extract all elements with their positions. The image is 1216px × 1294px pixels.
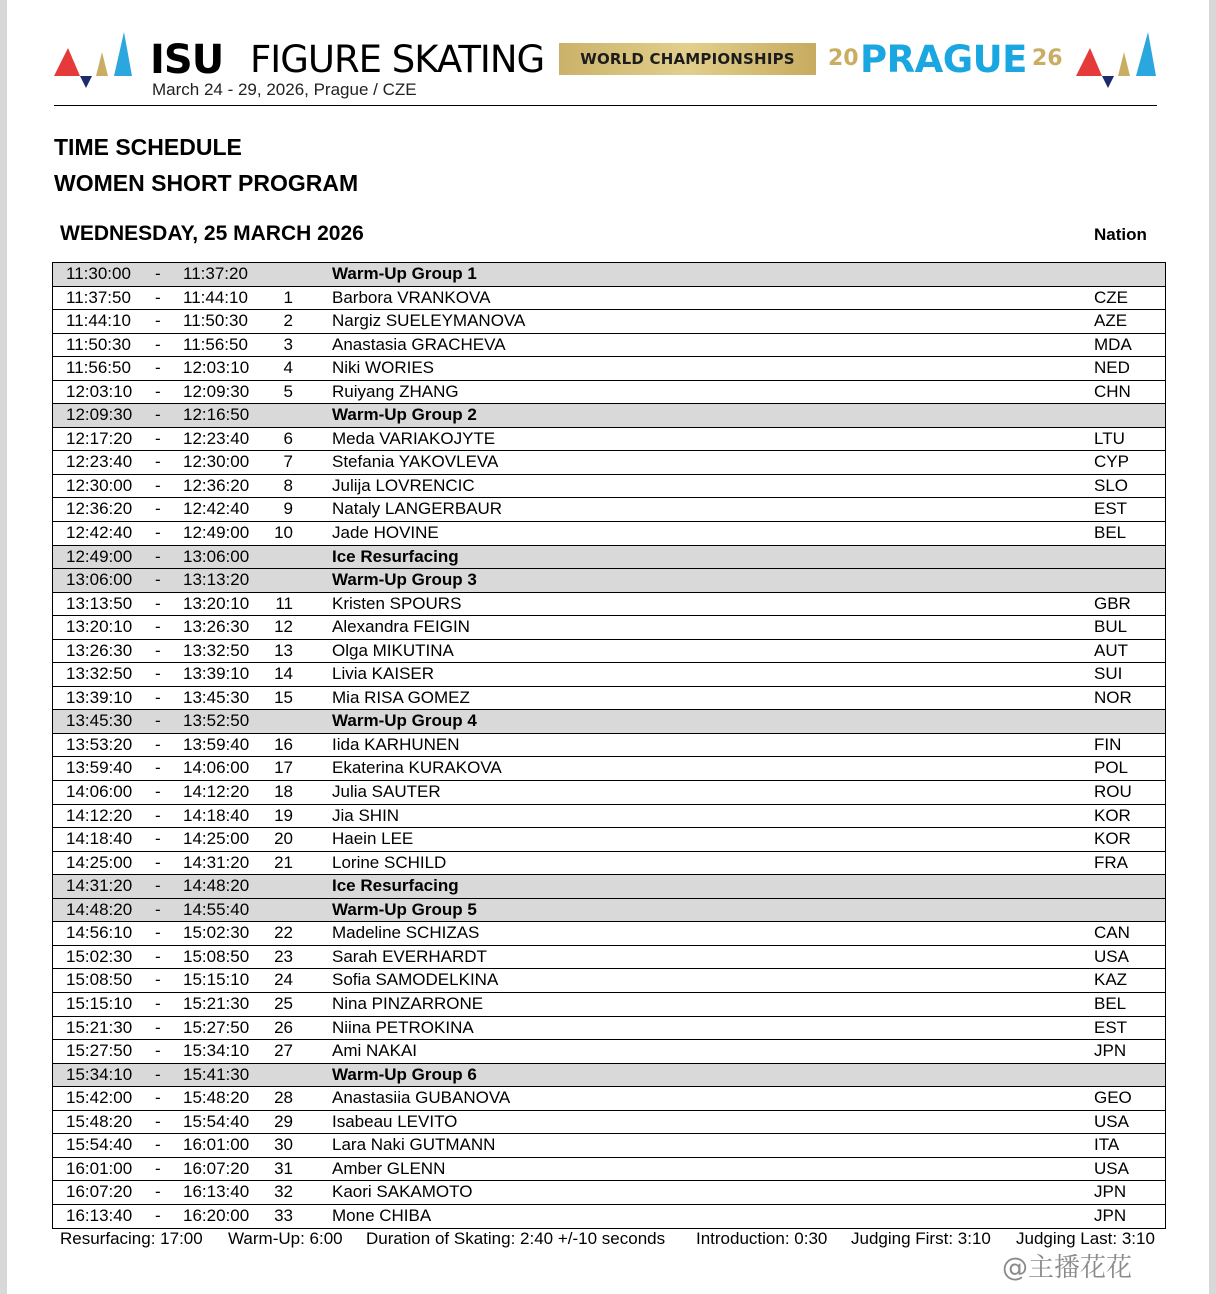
nation-code: KOR — [1094, 829, 1131, 849]
start-time: 14:56:10 — [66, 923, 133, 943]
end-time: 16:20:00 — [183, 1205, 250, 1225]
start-time: 15:48:20 — [66, 1111, 133, 1131]
nation-code: SUI — [1094, 664, 1123, 684]
time-separator: - — [155, 640, 161, 660]
skater-name: Livia KAISER — [332, 664, 435, 684]
time-separator: - — [155, 829, 161, 849]
nation-code: JPN — [1094, 1205, 1127, 1225]
start-number: 5 — [283, 381, 293, 401]
time-separator: - — [155, 899, 161, 919]
schedule-row — [53, 734, 1165, 758]
time-separator: - — [155, 876, 161, 896]
start-time: 12:23:40 — [66, 452, 133, 472]
nation-code: ROU — [1094, 782, 1132, 802]
start-number: 27 — [274, 1041, 293, 1061]
start-time: 13:20:10 — [66, 617, 133, 637]
schedule-row — [53, 946, 1165, 970]
time-separator: - — [155, 687, 161, 707]
time-separator: - — [155, 1158, 161, 1178]
skater-name: Warm-Up Group 3 — [332, 570, 477, 590]
start-number: 24 — [274, 970, 293, 990]
world-championships-label: WORLD CHAMPIONSHIPS — [580, 50, 795, 68]
time-separator: - — [155, 311, 161, 331]
nation-code: FRA — [1094, 852, 1128, 872]
start-time: 15:27:50 — [66, 1041, 133, 1061]
end-time: 13:45:30 — [183, 687, 250, 707]
start-time: 12:42:40 — [66, 523, 133, 543]
start-number: 22 — [274, 923, 293, 943]
end-time: 15:27:50 — [183, 1017, 250, 1037]
nation-code: KOR — [1094, 805, 1131, 825]
start-time: 15:15:10 — [66, 993, 133, 1013]
time-separator: - — [155, 428, 161, 448]
schedule-row — [53, 593, 1165, 617]
end-time: 12:49:00 — [183, 523, 250, 543]
schedule-row — [53, 357, 1165, 381]
start-number: 21 — [274, 852, 293, 872]
page-edge-left — [0, 0, 7, 1294]
time-separator: - — [155, 1135, 161, 1155]
schedule-table — [52, 262, 1166, 1229]
start-time: 15:54:40 — [66, 1135, 133, 1155]
start-number: 19 — [274, 805, 293, 825]
time-separator: - — [155, 452, 161, 472]
schedule-row — [53, 663, 1165, 687]
skater-name: Warm-Up Group 5 — [332, 899, 477, 919]
skater-name: Niina PETROKINA — [332, 1017, 474, 1037]
nation-code: BEL — [1094, 523, 1127, 543]
start-time: 12:30:00 — [66, 475, 133, 495]
footer-judging-last: Judging Last: 3:10 — [1016, 1229, 1155, 1248]
end-time: 13:39:10 — [183, 664, 250, 684]
start-number: 30 — [274, 1135, 293, 1155]
skater-name: Madeline SCHIZAS — [332, 923, 480, 943]
nation-code: GBR — [1094, 593, 1131, 613]
schedule-row — [53, 287, 1165, 311]
nation-code: LTU — [1094, 428, 1125, 448]
start-number: 8 — [283, 475, 293, 495]
schedule-row — [53, 993, 1165, 1017]
end-time: 13:32:50 — [183, 640, 250, 660]
skater-name: Ice Resurfacing — [332, 876, 459, 896]
schedule-break-row — [53, 404, 1165, 428]
time-separator: - — [155, 805, 161, 825]
skater-name: Warm-Up Group 6 — [332, 1064, 477, 1084]
nation-code: JPN — [1094, 1041, 1127, 1061]
time-separator: - — [155, 617, 161, 637]
start-number: 28 — [274, 1088, 293, 1108]
header-divider — [54, 105, 1157, 106]
start-number: 33 — [274, 1205, 293, 1225]
time-separator: - — [155, 758, 161, 778]
end-time: 15:08:50 — [183, 946, 250, 966]
schedule-row — [53, 522, 1165, 546]
time-separator: - — [155, 1064, 161, 1084]
time-separator: - — [155, 264, 161, 283]
schedule-row — [53, 969, 1165, 993]
schedule-row — [53, 428, 1165, 452]
time-separator: - — [155, 782, 161, 802]
nation-code: GEO — [1094, 1088, 1132, 1108]
end-time: 12:42:40 — [183, 499, 250, 519]
time-separator: - — [155, 1111, 161, 1131]
start-number: 20 — [274, 829, 293, 849]
schedule-break-row — [53, 875, 1165, 899]
start-time: 16:13:40 — [66, 1205, 133, 1225]
start-number: 4 — [283, 358, 293, 378]
footer-introduction: Introduction: 0:30 — [696, 1229, 828, 1248]
time-separator: - — [155, 711, 161, 731]
schedule-break-row — [53, 1064, 1165, 1088]
time-separator: - — [155, 946, 161, 966]
end-time: 16:13:40 — [183, 1182, 250, 1202]
schedule-row — [53, 451, 1165, 475]
skater-name: Meda VARIAKOJYTE — [332, 428, 496, 448]
start-number: 9 — [283, 499, 293, 519]
start-time: 12:09:30 — [66, 405, 133, 425]
skater-name: Kristen SPOURS — [332, 593, 462, 613]
nation-code: JPN — [1094, 1182, 1127, 1202]
start-number: 31 — [274, 1158, 293, 1178]
skater-name: Mia RISA GOMEZ — [332, 687, 470, 707]
time-separator: - — [155, 475, 161, 495]
nation-column-header: Nation — [1094, 225, 1147, 244]
start-number: 29 — [274, 1111, 293, 1131]
end-time: 14:06:00 — [183, 758, 250, 778]
skater-name: Stefania YAKOVLEVA — [332, 452, 499, 472]
nation-code: AUT — [1094, 640, 1128, 660]
end-time: 13:52:50 — [183, 711, 250, 731]
skater-name: Kaori SAKAMOTO — [332, 1182, 473, 1202]
end-time: 15:21:30 — [183, 993, 250, 1013]
schedule-row — [53, 1134, 1165, 1158]
skater-name: Lorine SCHILD — [332, 852, 447, 872]
start-time: 11:50:30 — [66, 334, 131, 354]
start-number: 2 — [283, 311, 293, 331]
start-time: 13:53:20 — [66, 734, 133, 754]
schedule-row — [53, 781, 1165, 805]
schedule-break-row — [53, 569, 1165, 593]
time-separator: - — [155, 923, 161, 943]
end-time: 15:02:30 — [183, 923, 250, 943]
time-separator: - — [155, 970, 161, 990]
end-time: 13:06:00 — [183, 546, 250, 566]
start-time: 14:31:20 — [66, 876, 133, 896]
skater-name: Warm-Up Group 2 — [332, 405, 477, 425]
schedule-break-row — [53, 546, 1165, 570]
time-separator: - — [155, 1088, 161, 1108]
start-time: 15:02:30 — [66, 946, 133, 966]
event-dates: March 24 - 29, 2026, Prague / CZE — [152, 80, 417, 99]
footer-resurfacing: Resurfacing: 17:00 — [60, 1229, 203, 1248]
end-time: 15:15:10 — [183, 970, 250, 990]
skater-name: Julija LOVRENCIC — [332, 475, 475, 495]
time-separator: - — [155, 664, 161, 684]
schedule-row — [53, 616, 1165, 640]
nation-code: BUL — [1094, 617, 1128, 637]
start-number: 32 — [274, 1182, 293, 1202]
end-time: 12:30:00 — [183, 452, 250, 472]
skater-name: Niki WORIES — [332, 358, 434, 378]
start-number: 1 — [283, 287, 293, 307]
nation-code: CZE — [1094, 287, 1128, 307]
start-time: 13:32:50 — [66, 664, 133, 684]
championship-logo-right-icon — [1074, 30, 1158, 90]
nation-code: USA — [1094, 946, 1129, 966]
footer-judging-first: Judging First: 3:10 — [851, 1229, 991, 1248]
schedule-break-row — [53, 710, 1165, 734]
end-time: 14:31:20 — [183, 852, 250, 872]
nation-code: USA — [1094, 1111, 1129, 1131]
start-number: 15 — [274, 687, 293, 707]
skater-name: Alexandra FEIGIN — [332, 617, 470, 637]
end-time: 14:55:40 — [183, 899, 250, 919]
start-time: 13:39:10 — [66, 687, 133, 707]
end-time: 16:07:20 — [183, 1158, 250, 1178]
year-suffix: 26 — [1032, 46, 1063, 71]
start-number: 11 — [275, 593, 293, 613]
start-number: 6 — [283, 428, 293, 448]
skater-name: Lara Naki GUTMANN — [332, 1135, 496, 1155]
start-time: 14:12:20 — [66, 805, 133, 825]
start-time: 15:21:30 — [66, 1017, 133, 1037]
start-number: 14 — [274, 664, 293, 684]
end-time: 12:16:50 — [183, 405, 250, 425]
start-time: 13:59:40 — [66, 758, 133, 778]
world-championships-banner — [559, 43, 816, 75]
nation-code: ITA — [1094, 1135, 1120, 1155]
nation-code: CYP — [1094, 452, 1129, 472]
schedule-row — [53, 757, 1165, 781]
skater-name: Julia SAUTER — [332, 782, 441, 802]
start-number: 7 — [283, 452, 293, 472]
time-separator: - — [155, 734, 161, 754]
end-time: 11:44:10 — [183, 287, 248, 307]
schedule-row — [53, 1040, 1165, 1064]
time-separator: - — [155, 523, 161, 543]
schedule-row — [53, 498, 1165, 522]
skater-name: Iida KARHUNEN — [332, 734, 460, 754]
skater-name: Jia SHIN — [332, 805, 400, 825]
nation-code: CHN — [1094, 381, 1131, 401]
schedule-row — [53, 1087, 1165, 1111]
end-time: 15:41:30 — [183, 1064, 250, 1084]
end-time: 13:13:20 — [183, 570, 250, 590]
start-number: 3 — [283, 334, 293, 354]
time-separator: - — [155, 405, 161, 425]
end-time: 12:23:40 — [183, 428, 250, 448]
time-separator: - — [155, 570, 161, 590]
start-number: 18 — [274, 782, 293, 802]
isu-logo-text: ISU — [150, 37, 224, 83]
start-number: 16 — [274, 734, 293, 754]
figure-skating-logo-text: FIGURE SKATING — [250, 38, 545, 81]
end-time: 11:50:30 — [183, 311, 248, 331]
skater-name: Amber GLENN — [332, 1158, 446, 1178]
skater-name: Warm-Up Group 4 — [332, 711, 477, 731]
start-time: 13:45:30 — [66, 711, 133, 731]
schedule-row — [53, 805, 1165, 829]
schedule-day: WEDNESDAY, 25 MARCH 2026 — [60, 222, 364, 245]
schedule-break-row — [53, 263, 1165, 287]
start-time: 14:06:00 — [66, 782, 133, 802]
skater-name: Nataly LANGERBAUR — [332, 499, 503, 519]
start-time: 14:25:00 — [66, 852, 133, 872]
nation-code: BEL — [1094, 993, 1127, 1013]
start-time: 14:18:40 — [66, 829, 133, 849]
skater-name: Nina PINZARRONE — [332, 993, 484, 1013]
end-time: 15:34:10 — [183, 1041, 250, 1061]
skater-name: Barbora VRANKOVA — [332, 287, 491, 307]
footer-warmup: Warm-Up: 6:00 — [228, 1229, 343, 1248]
time-separator: - — [155, 1041, 161, 1061]
start-time: 13:06:00 — [66, 570, 133, 590]
nation-code: MDA — [1094, 334, 1132, 354]
schedule-row — [53, 1017, 1165, 1041]
start-time: 12:03:10 — [66, 381, 133, 401]
nation-code: EST — [1094, 1017, 1128, 1037]
schedule-row — [53, 475, 1165, 499]
watermark-text: @主播花花 — [1002, 1253, 1133, 1283]
nation-code: NOR — [1094, 687, 1132, 707]
start-number: 12 — [274, 617, 293, 637]
schedule-row — [53, 381, 1165, 405]
start-time: 12:49:00 — [66, 546, 133, 566]
start-number: 13 — [274, 640, 293, 660]
time-separator: - — [155, 993, 161, 1013]
championship-logo-left-icon — [54, 30, 134, 90]
schedule-row — [53, 828, 1165, 852]
nation-code: NED — [1094, 358, 1130, 378]
schedule-row — [53, 1205, 1165, 1229]
footer-duration: Duration of Skating: 2:40 +/-10 seconds — [366, 1229, 666, 1248]
end-time: 12:36:20 — [183, 475, 250, 495]
time-separator: - — [155, 1017, 161, 1037]
host-city: PRAGUE — [860, 38, 1027, 81]
end-time: 13:20:10 — [183, 593, 250, 613]
schedule-row — [53, 640, 1165, 664]
skater-name: Ice Resurfacing — [332, 546, 459, 566]
end-time: 15:48:20 — [183, 1088, 250, 1108]
nation-code: USA — [1094, 1158, 1129, 1178]
schedule-break-row — [53, 899, 1165, 923]
start-number: 25 — [274, 993, 293, 1013]
nation-code: EST — [1094, 499, 1128, 519]
start-number: 17 — [274, 758, 293, 778]
time-separator: - — [155, 381, 161, 401]
end-time: 12:09:30 — [183, 381, 250, 401]
end-time: 14:12:20 — [183, 782, 250, 802]
schedule-row — [53, 1158, 1165, 1182]
start-time: 11:37:50 — [66, 287, 131, 307]
document-subtitle: WOMEN SHORT PROGRAM — [54, 170, 359, 196]
end-time: 15:54:40 — [183, 1111, 250, 1131]
nation-code: SLO — [1094, 475, 1129, 495]
end-time: 13:59:40 — [183, 734, 250, 754]
skater-name: Sofia SAMODELKINA — [332, 970, 499, 990]
year-prefix: 20 — [828, 46, 859, 71]
start-time: 15:42:00 — [66, 1088, 133, 1108]
skater-name: Mone CHIBA — [332, 1205, 432, 1225]
start-time: 11:30:00 — [66, 264, 131, 283]
schedule-row — [53, 687, 1165, 711]
skater-name: Nargiz SUELEYMANOVA — [332, 311, 526, 331]
skater-name: Haein LEE — [332, 829, 414, 849]
end-time: 13:26:30 — [183, 617, 250, 637]
end-time: 14:48:20 — [183, 876, 250, 896]
time-separator: - — [155, 1205, 161, 1225]
start-time: 12:36:20 — [66, 499, 133, 519]
time-separator: - — [155, 593, 161, 613]
time-separator: - — [155, 358, 161, 378]
skater-name: Warm-Up Group 1 — [332, 264, 477, 283]
skater-name: Olga MIKUTINA — [332, 640, 454, 660]
skater-name: Ekaterina KURAKOVA — [332, 758, 502, 778]
start-time: 14:48:20 — [66, 899, 133, 919]
end-time: 16:01:00 — [183, 1135, 250, 1155]
schedule-row — [53, 310, 1165, 334]
nation-code: FIN — [1094, 734, 1122, 754]
skater-name: Sarah EVERHARDT — [332, 946, 487, 966]
skater-name: Ruiyang ZHANG — [332, 381, 459, 401]
nation-code: AZE — [1094, 311, 1128, 331]
start-time: 11:44:10 — [66, 311, 131, 331]
schedule-row — [53, 852, 1165, 876]
skater-name: Jade HOVINE — [332, 523, 439, 543]
schedule-row — [53, 1111, 1165, 1135]
start-number: 10 — [274, 523, 293, 543]
nation-code: KAZ — [1094, 970, 1128, 990]
schedule-row — [53, 1181, 1165, 1205]
skater-name: Ami NAKAI — [332, 1041, 418, 1061]
start-time: 16:01:00 — [66, 1158, 133, 1178]
start-time: 11:56:50 — [66, 358, 131, 378]
start-number: 26 — [274, 1017, 293, 1037]
skater-name: Anastasiia GUBANOVA — [332, 1088, 511, 1108]
schedule-row — [53, 334, 1165, 358]
skater-name: Isabeau LEVITO — [332, 1111, 458, 1131]
page-edge-right — [1209, 0, 1216, 1294]
schedule-row — [53, 922, 1165, 946]
document-title: TIME SCHEDULE — [54, 134, 242, 160]
end-time: 14:25:00 — [183, 829, 250, 849]
end-time: 12:03:10 — [183, 358, 250, 378]
end-time: 11:37:20 — [183, 264, 248, 283]
time-separator: - — [155, 287, 161, 307]
end-time: 14:18:40 — [183, 805, 250, 825]
end-time: 11:56:50 — [183, 334, 248, 354]
start-time: 15:08:50 — [66, 970, 133, 990]
time-separator: - — [155, 546, 161, 566]
time-separator: - — [155, 334, 161, 354]
start-time: 13:13:50 — [66, 593, 133, 613]
start-time: 13:26:30 — [66, 640, 133, 660]
time-separator: - — [155, 852, 161, 872]
start-time: 15:34:10 — [66, 1064, 133, 1084]
skater-name: Anastasia GRACHEVA — [332, 334, 506, 354]
time-separator: - — [155, 1182, 161, 1202]
start-time: 16:07:20 — [66, 1182, 133, 1202]
nation-code: POL — [1094, 758, 1129, 778]
start-number: 23 — [274, 946, 293, 966]
nation-code: CAN — [1094, 923, 1130, 943]
time-separator: - — [155, 499, 161, 519]
start-time: 12:17:20 — [66, 428, 133, 448]
